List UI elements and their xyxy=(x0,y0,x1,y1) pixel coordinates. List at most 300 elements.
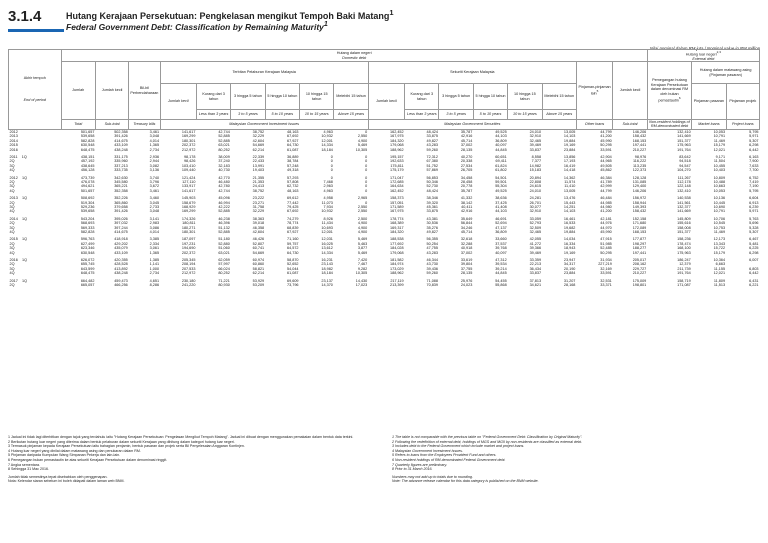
value-cell: 22,433 xyxy=(252,159,265,164)
ext-subtotal-en: Sub-total xyxy=(613,120,647,130)
value-cell: 34,458 xyxy=(460,175,473,180)
value-cell: 10,305 xyxy=(355,271,368,276)
value-cell: 212,972 xyxy=(181,271,196,276)
value-cell: 0 xyxy=(330,159,333,164)
value-cell: 2,734 xyxy=(149,271,160,276)
value-cell: 50,295 xyxy=(600,143,612,148)
value-cell: 2,550 xyxy=(357,204,368,209)
value-cell: 5,328 xyxy=(749,225,759,230)
value-cell: 77,442 xyxy=(287,200,299,205)
value-cell: 32,910 xyxy=(529,209,542,214)
value-cell: 141,617 xyxy=(181,188,196,193)
value-cell: 3,672 xyxy=(149,184,160,189)
footnote: 6 Pemegangan bukan pemastautin ke atas sekuriti Kerajaan Persekutuan dalam denominasi ringgit. xyxy=(8,457,168,462)
value-cell: 61,824 xyxy=(495,163,507,168)
value-cell: 46,396 xyxy=(218,221,230,226)
value-cell: 122,373 xyxy=(632,168,647,173)
period-cell: 2011 1Q xyxy=(9,154,27,159)
value-cell: 38,752 xyxy=(252,188,265,193)
value-cell: 19,403 xyxy=(252,168,265,173)
value-cell: 167,975 xyxy=(390,209,404,214)
value-cell: 13,991 xyxy=(252,163,265,168)
value-cell: 457,192 xyxy=(80,159,95,164)
value-cell: 7,467 xyxy=(357,262,368,267)
value-cell: 10,791 xyxy=(713,134,726,139)
mgii-m5-en: Above 15 years xyxy=(334,110,368,120)
value-cell: 177,692 xyxy=(390,241,404,246)
value-cell: 0 xyxy=(365,159,368,164)
value-cell: 23,143 xyxy=(321,262,333,267)
domestic-debt-header: Hutang dalam negeri Domestic debt xyxy=(61,50,647,62)
mgs-m2-en: 3 to 5 years xyxy=(439,110,473,120)
value-cell: 62,059 xyxy=(218,258,230,263)
value-cell: 202,372 xyxy=(181,143,196,148)
value-cell: 59,501 xyxy=(495,179,507,184)
table-body xyxy=(9,129,760,287)
value-cell: 63,021 xyxy=(218,143,230,148)
value-cell: 158,679 xyxy=(181,200,196,205)
value-cell: 14,982 xyxy=(529,163,542,168)
value-cell: 173,029 xyxy=(390,266,404,271)
value-cell: 184,974 xyxy=(390,262,404,267)
value-cell: 33,591 xyxy=(600,271,612,276)
value-cell: 10,545 xyxy=(713,221,726,226)
value-cell: 12,031 xyxy=(321,237,333,242)
value-cell: 33,059 xyxy=(529,216,542,221)
value-cell: 13,856 xyxy=(563,154,576,159)
value-cell: 38,784 xyxy=(287,159,299,164)
value-cell: 57,997 xyxy=(218,262,230,267)
value-cell: 5,971 xyxy=(749,209,759,214)
value-cell: 0 xyxy=(365,154,368,159)
mgs-m1: Kurang dari 3 tahun xyxy=(405,84,439,110)
period-cell: 2Q xyxy=(9,200,15,205)
value-cell: 51,132 xyxy=(218,225,230,230)
title-rule xyxy=(8,29,64,32)
value-cell: 3,141 xyxy=(149,216,160,221)
value-cell: 23,137 xyxy=(321,278,333,283)
value-cell: 16,419 xyxy=(563,163,576,168)
value-cell: 158,236 xyxy=(677,237,691,242)
value-cell: 568,693 xyxy=(80,221,95,226)
value-cell: 0 xyxy=(365,179,368,184)
value-cell: 2,500 xyxy=(357,216,368,221)
footnote: 4 Malaysian Government Investment Issues. xyxy=(392,448,463,453)
mgii-m1-en: Less than 3 years xyxy=(196,110,230,120)
value-cell: 208,194 xyxy=(181,262,196,267)
value-cell: 158,719 xyxy=(677,278,691,283)
mgii-m4: 10 hingga 15 tahun xyxy=(300,84,334,110)
mgii-m3: 5 hingga 10 tahun xyxy=(265,84,299,110)
value-cell: 8,926 xyxy=(323,216,333,221)
value-cell: 227,219 xyxy=(598,262,612,267)
nonres-header: Pemegangan hutang Kerajaan Persekutuan dalam denominasi RM oleh bukan pemastautin$^6$ xyxy=(647,62,691,120)
value-cell: 212,972 xyxy=(181,147,196,152)
value-cell: 11,410 xyxy=(564,184,576,189)
value-cell: 42,904 xyxy=(600,154,612,159)
value-cell: 179,068 xyxy=(390,143,404,148)
value-cell: 342,630 xyxy=(114,175,128,180)
value-cell: 2,734 xyxy=(149,147,160,152)
value-cell: 10,706 xyxy=(713,216,726,221)
value-cell: 38,363 xyxy=(252,216,265,221)
value-cell: 41,789 xyxy=(600,179,612,184)
value-cell: 62,214 xyxy=(252,271,265,276)
value-cell: 60,741 xyxy=(252,246,265,251)
footnote: 1 Jadual ini tidak lagi diterbitkan dengan tajuk yang terdahulu iaitu "Hutang Kerajaan Persekutuan: Pengelasan Mengikut Tempoh Matang". Jadual ini dibuat dengan menggunakan pemakaian dalam bentuk data terkini. xyxy=(8,435,354,439)
value-cell: 335,960 xyxy=(114,159,128,164)
value-cell: 46,484 xyxy=(600,196,612,201)
total-header: Jumlah xyxy=(61,62,95,120)
value-cell: 52,885 xyxy=(218,230,230,234)
value-cell: 4,014 xyxy=(149,138,160,143)
value-cell: 6,913 xyxy=(749,200,759,205)
value-cell: 0 xyxy=(365,168,368,173)
value-cell: 44,976 xyxy=(600,221,612,226)
value-cell: 177,877 xyxy=(632,237,647,242)
period-cell: 2013 xyxy=(9,134,18,139)
value-cell: 7,468 xyxy=(323,179,333,184)
value-cell: 39,534 xyxy=(495,262,507,267)
value-cell: 46,384 xyxy=(600,175,612,180)
value-cell: 44,103 xyxy=(495,209,507,214)
source-note-malay-2: Nota: Kelendar siaran sebelum ini boleh didapati dalam laman web BNM. xyxy=(8,479,125,484)
value-cell: 61,087 xyxy=(287,271,299,276)
value-cell: 31,758 xyxy=(252,204,265,209)
value-cell: 13,343 xyxy=(713,241,726,246)
value-cell: 44,980 xyxy=(600,204,612,209)
value-cell: 24,023 xyxy=(460,283,473,288)
value-cell: 8,558 xyxy=(531,154,542,159)
value-cell: 59,260 xyxy=(426,147,438,152)
value-cell: 211,739 xyxy=(677,266,691,271)
value-cell: 15,179 xyxy=(713,143,726,148)
value-cell: 13,005 xyxy=(563,188,576,193)
value-cell: 48,424 xyxy=(426,129,438,134)
value-cell: 438,248 xyxy=(114,147,128,152)
value-cell: 34,621 xyxy=(529,283,542,288)
value-cell: 80,252 xyxy=(218,271,230,276)
value-cell: 502,358 xyxy=(114,129,128,134)
value-cell: 0 xyxy=(330,154,333,159)
period-cell: 3Q xyxy=(9,246,15,251)
value-cell: 35,787 xyxy=(460,188,473,193)
value-cell: 18,982 xyxy=(321,266,333,271)
unit-note: Nilai nominal dalam RM juta / Nominal value in RM million xyxy=(649,46,760,51)
value-cell: 180,271 xyxy=(181,225,196,230)
value-cell: 213,399 xyxy=(390,283,404,288)
value-cell: 21,355 xyxy=(252,175,265,180)
value-cell: 539,658 xyxy=(80,209,95,214)
value-cell: 205,345 xyxy=(181,258,196,263)
value-cell: 13,612 xyxy=(321,246,333,251)
value-cell: 20,778 xyxy=(460,184,473,189)
value-cell: 24,615 xyxy=(529,184,542,189)
value-cell: 46,480 xyxy=(218,179,230,184)
value-cell: 6,239 xyxy=(749,204,759,209)
source-note-english-2: Note: The advance release calendar for this data category is published on the BNM website. xyxy=(392,479,539,484)
value-cell: 42,916 xyxy=(460,209,473,214)
value-cell: 2,983 xyxy=(149,221,160,226)
value-cell: 197,231 xyxy=(181,241,196,246)
value-cell: 3,877 xyxy=(357,246,368,251)
value-cell: 23,271 xyxy=(252,200,265,205)
value-cell: 45,361 xyxy=(426,204,438,209)
value-cell: 4,958 xyxy=(323,196,333,201)
value-cell: 38,636 xyxy=(495,196,507,201)
value-cell: 36,809 xyxy=(495,138,507,143)
period-cell: 2015 xyxy=(9,143,18,148)
value-cell: 391,426 xyxy=(114,134,128,139)
mgs-en: Malaysian Government Securities xyxy=(368,120,576,130)
value-cell: 5,795 xyxy=(749,129,759,134)
value-cell: 229,727 xyxy=(632,266,647,271)
value-cell: 198,297 xyxy=(632,241,647,246)
value-cell: 3,045 xyxy=(149,200,160,205)
value-cell: 420,355 xyxy=(114,258,128,263)
value-cell: 32,183 xyxy=(218,163,230,168)
period-cell: 2017 1Q xyxy=(9,278,28,283)
value-cell: 36,889 xyxy=(287,154,299,159)
value-cell: 31,934 xyxy=(600,258,612,263)
value-cell: 41,408 xyxy=(495,204,507,209)
value-cell: 337,213 xyxy=(114,163,128,168)
value-cell: 582,828 xyxy=(80,138,95,143)
footnote: 2 Berikutan hutang luar negeri yang diterima dalam bentuk pelaburan dalam sekuriti Kerajaan yang dihitung dalam kategori hutang luar negeri. xyxy=(8,439,235,444)
value-cell: 174,326 xyxy=(181,216,196,221)
value-cell: 52,485 xyxy=(600,246,612,251)
value-cell: 68,839 xyxy=(287,225,299,230)
value-cell: 180,301 xyxy=(181,230,196,234)
value-cell: 48,424 xyxy=(426,188,438,193)
value-cell: 64,572 xyxy=(287,246,299,251)
value-cell: 11,469 xyxy=(713,230,726,234)
value-cell: 21,353 xyxy=(252,179,265,184)
value-cell: 111,267 xyxy=(677,175,691,180)
value-cell: 56,355 xyxy=(426,237,438,242)
value-cell: 2,965 xyxy=(357,196,368,201)
value-cell: 352,358 xyxy=(114,188,128,193)
nonres-en: Non-resident holdings of RM-denominated debt xyxy=(649,120,690,129)
value-cell: 37,002 xyxy=(460,250,473,255)
value-cell: 569,333 xyxy=(80,225,95,230)
value-cell: 3,461 xyxy=(149,129,160,134)
footnote: 2 Following the redefinition of external debt, holdings of MGS and MGII by non-residents are classified as external debt. xyxy=(392,439,582,444)
market-loans-header: Pinjaman pasaran xyxy=(692,84,726,120)
value-cell: 16,025 xyxy=(321,241,333,246)
value-cell: 438,151 xyxy=(80,154,95,159)
value-cell: 665,057 xyxy=(80,283,95,288)
tbills-header: Bil-bil Perbendaharaan xyxy=(129,62,160,120)
footnote: 3 Termasuk pinjaman kepada Kerajaan Persekutuan iaitu bahagian penjamin, bentuk pasaran dan projek serta Bil Penyelesaian Anggaran Kontinjen. xyxy=(8,444,245,449)
value-cell: 12,021 xyxy=(713,147,726,152)
value-cell: 39,469 xyxy=(529,143,542,148)
table-header xyxy=(8,6,760,51)
value-cell: 42,744 xyxy=(218,129,230,134)
value-cell: 152,158 xyxy=(632,216,647,221)
value-cell: 37,755 xyxy=(460,266,473,271)
value-cell: 175,811 xyxy=(390,163,404,168)
value-cell: 24,281 xyxy=(529,196,542,201)
value-cell: 11,073 xyxy=(321,200,333,205)
value-cell: 543,204 xyxy=(80,216,95,221)
value-cell: 67,380 xyxy=(426,159,438,164)
value-cell: 72,312 xyxy=(426,154,438,159)
value-cell: 33,837 xyxy=(529,147,542,152)
value-cell: 178,474 xyxy=(677,241,691,246)
value-cell: 41,200 xyxy=(600,134,612,139)
value-cell: 44,799 xyxy=(600,129,612,134)
value-cell: 33,371 xyxy=(600,283,612,288)
value-cell: 44,965 xyxy=(600,159,612,164)
period-cell: 4Q xyxy=(9,271,15,276)
value-cell: 35,649 xyxy=(460,216,473,221)
footnote: 8 Prior to 31 March 2016. xyxy=(392,467,433,472)
value-cell: 184,028 xyxy=(390,246,404,251)
period-cell: 2Q xyxy=(9,262,15,267)
value-cell: 333,735 xyxy=(114,168,128,173)
value-cell: 52,880 xyxy=(218,241,230,246)
subtotal-en: Sub-total xyxy=(95,120,128,130)
value-cell: 418,918 xyxy=(114,237,128,242)
value-cell: 38,142 xyxy=(460,200,473,205)
value-cell: 0 xyxy=(365,129,368,134)
value-cell: 175,963 xyxy=(677,250,691,255)
other-loans-header: Pinjaman-pinjaman lain$^5$ xyxy=(576,62,612,120)
value-cell: 33,660 xyxy=(495,237,507,242)
value-cell: 168,153 xyxy=(632,230,647,234)
value-cell: 0 xyxy=(365,175,368,180)
value-cell: 37,240 xyxy=(218,159,230,164)
value-cell: 46,691 xyxy=(495,216,507,221)
period-cell: 3Q xyxy=(9,225,15,230)
table-number: 3.1.4 xyxy=(8,8,42,25)
value-cell: 149,393 xyxy=(632,204,647,209)
value-cell: 508,692 xyxy=(80,196,95,201)
value-cell: 184,320 xyxy=(390,138,404,143)
value-cell: 41,332 xyxy=(460,196,473,201)
value-cell: 2,334 xyxy=(149,241,160,246)
footnote: 3 Includes debt to the Federal Government which include market and project loans. xyxy=(392,444,525,449)
value-cell: 6,298 xyxy=(749,143,759,148)
period-cell: 4Q xyxy=(9,209,15,214)
value-cell: 61,087 xyxy=(287,147,299,152)
footnote: 6 Non-resident holdings of RM-denominated Federal Government debt. xyxy=(392,457,506,462)
period-cell: 2016 1Q xyxy=(9,258,28,263)
value-cell: 12,021 xyxy=(713,271,726,276)
value-cell: 10,693 xyxy=(321,225,333,230)
value-cell: 10,690 xyxy=(713,204,726,209)
value-cell: 55,868 xyxy=(495,283,507,288)
period-cell: 2012 xyxy=(9,129,18,134)
value-cell: 8,286 xyxy=(149,283,160,288)
value-cell: 14,430 xyxy=(355,278,368,283)
value-cell: 24,413 xyxy=(252,184,265,189)
value-cell: 57,248 xyxy=(287,163,299,168)
footnotes-english xyxy=(392,435,760,484)
value-cell: 67,927 xyxy=(287,230,299,234)
value-cell: 24,010 xyxy=(529,129,542,134)
value-cell: 23,947 xyxy=(563,258,576,263)
value-cell: 7,900 xyxy=(749,159,759,164)
value-cell: 5,469 xyxy=(357,250,368,255)
value-cell: 6,225 xyxy=(749,246,759,251)
value-cell: 39,320 xyxy=(426,200,438,205)
value-cell: 582,828 xyxy=(80,230,95,234)
value-cell: 37,813 xyxy=(529,278,542,283)
value-cell: 158,432 xyxy=(632,209,647,214)
value-cell: 51,752 xyxy=(426,163,438,168)
value-cell: 52,885 xyxy=(218,209,230,214)
value-cell: 40,270 xyxy=(460,154,473,159)
value-cell: 27,534 xyxy=(460,163,473,168)
value-cell: 192,633 xyxy=(390,159,404,164)
period-cell: 2Q xyxy=(9,159,15,164)
value-cell: 345,580 xyxy=(114,179,128,184)
value-cell: 476,078 xyxy=(80,179,95,184)
value-cell: 69,411 xyxy=(495,159,507,164)
value-cell: 10,932 xyxy=(321,134,333,139)
value-cell: 31,207 xyxy=(563,278,576,283)
value-cell: 391,426 xyxy=(114,209,128,214)
value-cell: 140,538 xyxy=(677,196,691,201)
value-cell: 395,026 xyxy=(114,216,128,221)
value-cell: 19,884 xyxy=(563,230,576,234)
value-cell: 3,061 xyxy=(149,246,160,251)
title-english: Federal Government Debt: Classification by Remaining Maturity$^1$ xyxy=(66,20,328,32)
value-cell: 4,014 xyxy=(149,230,160,234)
value-cell: 217,119 xyxy=(390,278,404,283)
value-cell: 6,221 xyxy=(749,283,759,288)
value-cell: 56,844 xyxy=(460,221,473,226)
value-cell: 80,252 xyxy=(218,147,230,152)
value-cell: 94,547 xyxy=(679,163,691,168)
value-cell: 630,548 xyxy=(80,143,95,148)
value-cell: 10,403 xyxy=(713,168,726,173)
value-cell: 38,752 xyxy=(252,129,265,134)
value-cell: 15,183 xyxy=(529,168,542,173)
value-cell: 158,373 xyxy=(390,196,404,201)
value-cell: 51,985 xyxy=(600,241,612,246)
value-cell: 6,663 xyxy=(715,262,726,267)
value-cell: 10,445 xyxy=(713,200,726,205)
value-cell: 6,442 xyxy=(749,271,759,276)
value-cell: 4,900 xyxy=(357,225,368,230)
value-cell: 5,469 xyxy=(357,143,368,148)
value-cell: 414,675 xyxy=(114,230,128,234)
value-cell: 529,236 xyxy=(80,204,95,209)
value-cell: 16,533 xyxy=(563,221,576,226)
value-cell: 3,136 xyxy=(149,168,160,173)
value-cell: 19,884 xyxy=(563,138,576,143)
value-cell: 473,739 xyxy=(80,175,95,180)
value-cell: 51,180 xyxy=(218,237,230,242)
value-cell: 35,276 xyxy=(426,225,438,230)
value-cell: 69,612 xyxy=(287,196,299,201)
value-cell: 164,634 xyxy=(390,184,404,189)
value-cell: 10,753 xyxy=(713,225,726,230)
value-cell: 7,700 xyxy=(749,168,759,173)
value-cell: 11,434 xyxy=(321,221,333,226)
value-cell: 32,465 xyxy=(529,230,542,234)
value-cell: 40,730 xyxy=(218,168,230,173)
value-cell: 10,932 xyxy=(321,209,333,214)
value-cell: 44,970 xyxy=(600,225,612,230)
value-cell: 141,561 xyxy=(677,200,691,205)
value-cell: 16,231 xyxy=(321,258,333,263)
value-cell: 14,334 xyxy=(321,143,333,148)
value-cell: 32,618 xyxy=(460,237,473,242)
